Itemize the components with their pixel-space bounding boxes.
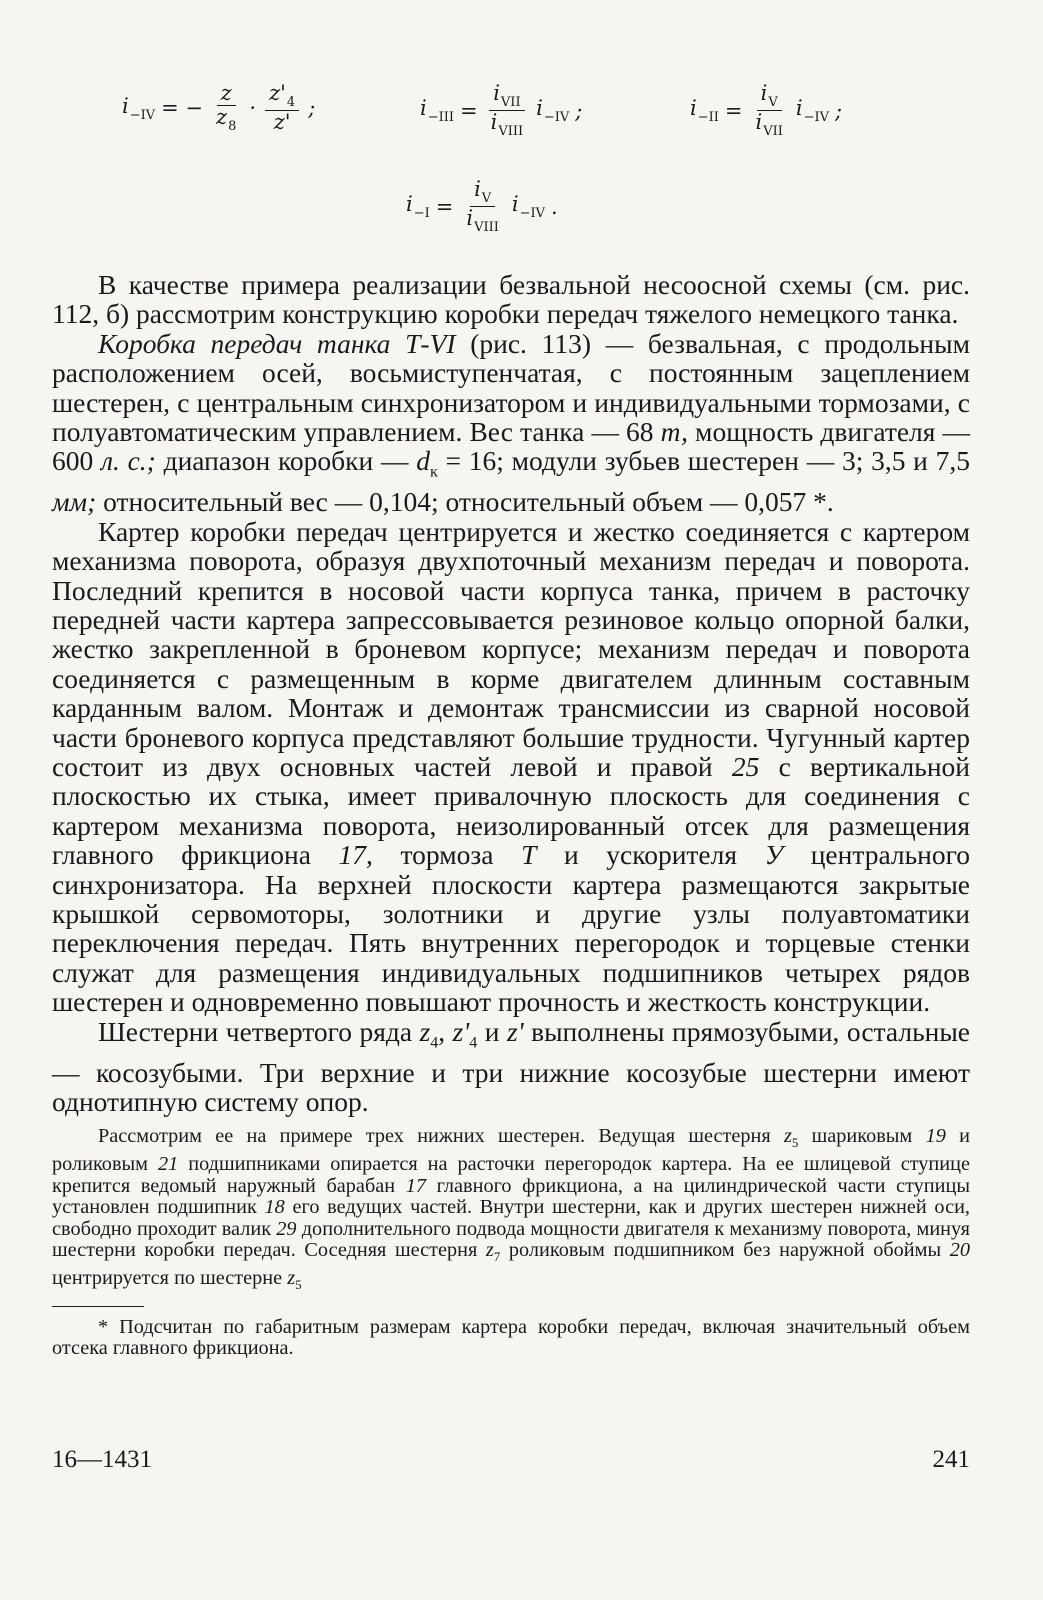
fraction: $\frac{i_V}{i_{VIII}}$ [466, 177, 499, 236]
fraction: $\frac{i_{VII}}{i_{VIII}}$ [490, 81, 524, 140]
fraction: $\frac{z'_4}{z'}$ [265, 82, 299, 134]
italic-term: Коробка передач танка Т-VI [98, 327, 456, 359]
paragraph-intro: В качестве примера реализации безвальной несоосной схемы (см. рис. 112, б) рассмотрим конструкцию коробки передач тяжелого немецкого танка. [52, 269, 970, 330]
footnote-divider [52, 1306, 144, 1307]
formula-i-minus-ii: $i_{-II}$ = $\frac{i_V}{i_{VII}}$ $i_{-IV}$ ; [690, 81, 843, 140]
page-footer [52, 1446, 970, 1474]
footnote: * Подсчитан по габаритным размерам картера коробки передач, включая значительный объем отсека главного фрикциона. [52, 1315, 970, 1360]
page-body [52, 60, 970, 1360]
fraction: $\frac{z}{z_8}$ [216, 81, 237, 135]
printer-signature: 16—1431 [52, 1446, 152, 1473]
formula-i-minus-iii: $i_{-III}$ = $\frac{i_{VII}}{i_{VIII}}$ $i_{-IV}$ ; [420, 81, 583, 140]
formula-i-minus-i: $i_{-I}$ = $\frac{i_V}{i_{VIII}}$ $i_{-IV}$ . [406, 177, 558, 236]
paragraph-gears: Шестерни четвертого ряда $z_4$, $z'_4$ и z' выполнены прямозубыми, остальные — косозубыми. Три верхние и три нижние косозубые шестерни имеют однотипную систему опор. [52, 1015, 971, 1117]
page-number: 241 [932, 1446, 970, 1473]
fraction: $\frac{i_V}{i_{VII}}$ [755, 81, 783, 140]
formula-i-minus-iv: $i_{-IV}$ = − $\frac{z}{z_8}$ · $\frac{z'_4}{z'}$ ; [122, 81, 316, 135]
formula-block [52, 60, 970, 270]
paragraph-gearbox-t6: Коробка передач танка Т-VI (рис. 113) — безвальная, с продольным расположением осей, восьмиступенчатая, с постоянным зацеплением шестерен, с центральным синхронизатором и индивидуальными тормозами, с полуавтоматическим управлением. Вес танка — 68 т, мощность двигателя — 600 л. с.; диапазон коробки — $d_к = 16$; модули зубьев шестерен — 3; 3,5 и 7,5 мм; относительный вес — 0,104; относительный объем — 0,057 *. [52, 327, 971, 518]
paragraph-housing: Картер коробки передач центрируется и жестко соединяется с картером механизма поворота, образуя двухпоточный механизм передач и поворота. Последний крепится в носовой части корпуса танка, причем в расточку передней части картера запрессовывается резиновое кольцо опорной балки, жестко закрепленной в броневом корпусе; механизм передач и поворота соединяется с размещенным в корме двигателем длинным составным карданным валом. Монтаж и демонтаж трансмиссии из сварной носовой части броневого корпуса представляют большие трудности. Чугунный картер состоит из двух основных частей левой и правой 25 с вертикальной плоскостью их стыка, имеет привалочную плоскость для соединения с картером механизма поворота, неизолированный отсек для размещения главного фрикциона 17, тормоза Т и ускорителя У центрального синхронизатора. На верхней плоскости картера размещаются закрытые крышкой сервомоторы, золотники и другие узлы полуавтоматики переключения передач. Пять внутренних перегородок и торцевые стенки служат для размещения индивидуальных подшипников четырех рядов шестерен и одновременно повышают прочность и жесткость конструкции. [52, 515, 970, 1018]
paragraph-small-print: Рассмотрим ее на примере трех нижних шестерен. Ведущая шестерня $z_5$ шариковым 19 и роликовым 21 подшипниками опирается на расточки перегородок картера. На ее шлицевой ступице крепится ведомый наружный барабан 17 главного фрикциона, а на цилиндрической части ступицы установлен подшипник 18 его ведущих частей. Внутри шестерни, как и других шестерен нижней оси, свободно проходит валик 29 дополнительного подвода мощности двигателя к механизму поворота, минуя шестерни коробки передач. Соседняя шестерня $z_7$ роликовым подшипником без наружной обоймы 20 центрируется по шестерне $z_5$ [52, 1125, 970, 1293]
